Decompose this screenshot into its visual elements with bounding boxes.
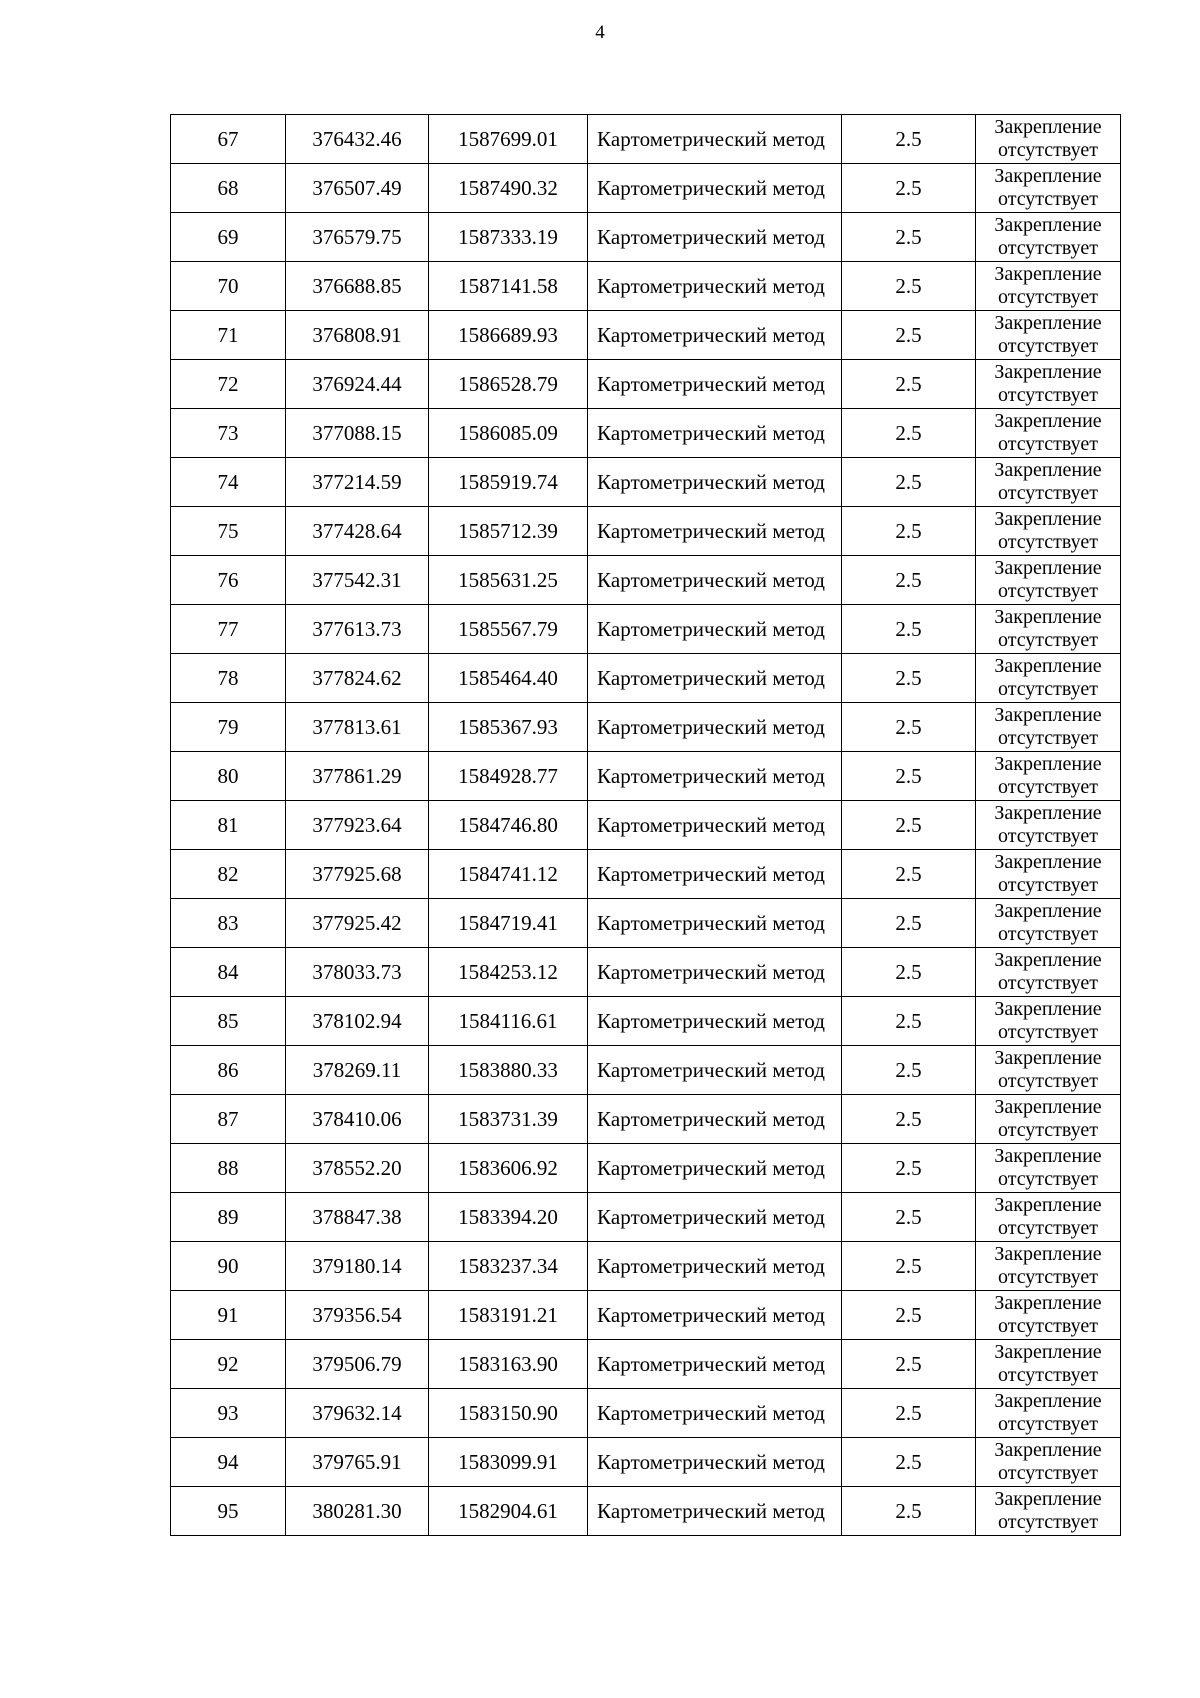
method-cell: Картометрический метод <box>588 1389 842 1438</box>
fixation-status-line-1: Закрепление <box>994 361 1102 383</box>
method-cell: Картометрический метод <box>588 262 842 311</box>
x-coordinate-cell: 376507.49 <box>286 164 429 213</box>
fixation-status-cell <box>976 1193 1121 1242</box>
x-coordinate-cell: 376432.46 <box>286 115 429 164</box>
table-row <box>171 1095 1121 1144</box>
accuracy-cell: 2.5 <box>842 458 976 507</box>
accuracy-cell: 2.5 <box>842 360 976 409</box>
fixation-status-line-1: Закрепление <box>994 704 1102 726</box>
fixation-status-line-2: отсутствует <box>997 433 1099 455</box>
method-cell: Картометрический метод <box>588 1438 842 1487</box>
table-row <box>171 213 1121 262</box>
point-number-cell: 71 <box>171 311 286 360</box>
point-number-cell: 92 <box>171 1340 286 1389</box>
x-coordinate-cell: 378552.20 <box>286 1144 429 1193</box>
fixation-status-cell <box>976 605 1121 654</box>
accuracy-cell: 2.5 <box>842 1242 976 1291</box>
method-cell: Картометрический метод <box>588 213 842 262</box>
fixation-status-line-1: Закрепление <box>994 753 1102 775</box>
method-cell: Картометрический метод <box>588 1291 842 1340</box>
point-number-cell: 80 <box>171 752 286 801</box>
x-coordinate-cell: 377824.62 <box>286 654 429 703</box>
y-coordinate-cell: 1587333.19 <box>429 213 588 262</box>
method-cell: Картометрический метод <box>588 1193 842 1242</box>
method-cell: Картометрический метод <box>588 752 842 801</box>
point-number-cell: 75 <box>171 507 286 556</box>
fixation-status-cell <box>976 654 1121 703</box>
y-coordinate-cell: 1583163.90 <box>429 1340 588 1389</box>
fixation-status-line-1: Закрепление <box>994 214 1102 236</box>
y-coordinate-cell: 1584719.41 <box>429 899 588 948</box>
y-coordinate-cell: 1584741.12 <box>429 850 588 899</box>
y-coordinate-cell: 1584928.77 <box>429 752 588 801</box>
coordinates-table <box>170 114 1121 1536</box>
fixation-status-cell <box>976 1389 1121 1438</box>
fixation-status-line-1: Закрепление <box>994 606 1102 628</box>
fixation-status-line-2: отсутствует <box>997 1168 1099 1190</box>
x-coordinate-cell: 376808.91 <box>286 311 429 360</box>
table-row <box>171 605 1121 654</box>
fixation-status-line-1: Закрепление <box>994 851 1102 873</box>
accuracy-cell: 2.5 <box>842 311 976 360</box>
fixation-status-line-2: отсутствует <box>997 286 1099 308</box>
fixation-status-line-1: Закрепление <box>994 1047 1102 1069</box>
table-row <box>171 1438 1121 1487</box>
table-row <box>171 1242 1121 1291</box>
method-cell: Картометрический метод <box>588 997 842 1046</box>
y-coordinate-cell: 1582904.61 <box>429 1487 588 1536</box>
table-row <box>171 703 1121 752</box>
accuracy-cell: 2.5 <box>842 1095 976 1144</box>
fixation-status-line-1: Закрепление <box>994 312 1102 334</box>
fixation-status-line-2: отсутствует <box>997 1462 1099 1484</box>
fixation-status-line-1: Закрепление <box>994 802 1102 824</box>
table-row <box>171 360 1121 409</box>
fixation-status-line-2: отсутствует <box>997 972 1099 994</box>
fixation-status-line-1: Закрепление <box>994 1341 1102 1363</box>
fixation-status-cell <box>976 115 1121 164</box>
fixation-status-cell <box>976 311 1121 360</box>
table-row <box>171 997 1121 1046</box>
point-number-cell: 73 <box>171 409 286 458</box>
fixation-status-line-2: отсутствует <box>997 1364 1099 1386</box>
accuracy-cell: 2.5 <box>842 213 976 262</box>
y-coordinate-cell: 1586528.79 <box>429 360 588 409</box>
fixation-status-cell <box>976 1487 1121 1536</box>
table-row <box>171 899 1121 948</box>
method-cell: Картометрический метод <box>588 409 842 458</box>
fixation-status-line-1: Закрепление <box>994 508 1102 530</box>
method-cell: Картометрический метод <box>588 801 842 850</box>
x-coordinate-cell: 376688.85 <box>286 262 429 311</box>
fixation-status-line-2: отсутствует <box>997 629 1099 651</box>
table-row <box>171 311 1121 360</box>
fixation-status-cell <box>976 948 1121 997</box>
x-coordinate-cell: 377861.29 <box>286 752 429 801</box>
table-row <box>171 654 1121 703</box>
method-cell: Картометрический метод <box>588 899 842 948</box>
y-coordinate-cell: 1586085.09 <box>429 409 588 458</box>
y-coordinate-cell: 1585631.25 <box>429 556 588 605</box>
fixation-status-line-2: отсутствует <box>997 1266 1099 1288</box>
point-number-cell: 94 <box>171 1438 286 1487</box>
point-number-cell: 89 <box>171 1193 286 1242</box>
fixation-status-line-2: отсутствует <box>997 1119 1099 1141</box>
point-number-cell: 95 <box>171 1487 286 1536</box>
fixation-status-line-2: отсутствует <box>997 384 1099 406</box>
table-row <box>171 1193 1121 1242</box>
x-coordinate-cell: 377923.64 <box>286 801 429 850</box>
accuracy-cell: 2.5 <box>842 752 976 801</box>
point-number-cell: 83 <box>171 899 286 948</box>
x-coordinate-cell: 380281.30 <box>286 1487 429 1536</box>
fixation-status-line-2: отсутствует <box>997 727 1099 749</box>
fixation-status-cell <box>976 850 1121 899</box>
method-cell: Картометрический метод <box>588 703 842 752</box>
point-number-cell: 76 <box>171 556 286 605</box>
x-coordinate-cell: 378102.94 <box>286 997 429 1046</box>
fixation-status-cell <box>976 703 1121 752</box>
method-cell: Картометрический метод <box>588 654 842 703</box>
method-cell: Картометрический метод <box>588 507 842 556</box>
method-cell: Картометрический метод <box>588 948 842 997</box>
fixation-status-line-1: Закрепление <box>994 1243 1102 1265</box>
fixation-status-line-2: отсутствует <box>997 923 1099 945</box>
point-number-cell: 68 <box>171 164 286 213</box>
point-number-cell: 79 <box>171 703 286 752</box>
y-coordinate-cell: 1583150.90 <box>429 1389 588 1438</box>
fixation-status-line-2: отсутствует <box>997 1511 1099 1533</box>
fixation-status-cell <box>976 556 1121 605</box>
x-coordinate-cell: 377613.73 <box>286 605 429 654</box>
x-coordinate-cell: 376579.75 <box>286 213 429 262</box>
accuracy-cell: 2.5 <box>842 654 976 703</box>
fixation-status-cell <box>976 1438 1121 1487</box>
fixation-status-line-2: отсутствует <box>997 188 1099 210</box>
table-row <box>171 507 1121 556</box>
x-coordinate-cell: 378410.06 <box>286 1095 429 1144</box>
table-row <box>171 1389 1121 1438</box>
fixation-status-line-1: Закрепление <box>994 116 1102 138</box>
accuracy-cell: 2.5 <box>842 1487 976 1536</box>
fixation-status-line-2: отсутствует <box>997 580 1099 602</box>
fixation-status-line-2: отсутствует <box>997 482 1099 504</box>
x-coordinate-cell: 379632.14 <box>286 1389 429 1438</box>
accuracy-cell: 2.5 <box>842 507 976 556</box>
accuracy-cell: 2.5 <box>842 948 976 997</box>
fixation-status-line-2: отсутствует <box>997 237 1099 259</box>
fixation-status-cell <box>976 1144 1121 1193</box>
table-row <box>171 1340 1121 1389</box>
accuracy-cell: 2.5 <box>842 1144 976 1193</box>
fixation-status-line-2: отсутствует <box>997 874 1099 896</box>
table-row <box>171 458 1121 507</box>
point-number-cell: 88 <box>171 1144 286 1193</box>
y-coordinate-cell: 1587699.01 <box>429 115 588 164</box>
fixation-status-cell <box>976 409 1121 458</box>
y-coordinate-cell: 1586689.93 <box>429 311 588 360</box>
y-coordinate-cell: 1583394.20 <box>429 1193 588 1242</box>
point-number-cell: 78 <box>171 654 286 703</box>
fixation-status-cell <box>976 752 1121 801</box>
fixation-status-line-2: отсутствует <box>997 1070 1099 1092</box>
x-coordinate-cell: 378033.73 <box>286 948 429 997</box>
point-number-cell: 85 <box>171 997 286 1046</box>
point-number-cell: 69 <box>171 213 286 262</box>
fixation-status-line-1: Закрепление <box>994 1292 1102 1314</box>
accuracy-cell: 2.5 <box>842 1193 976 1242</box>
page-number: 4 <box>595 22 605 43</box>
table-row <box>171 409 1121 458</box>
fixation-status-line-1: Закрепление <box>994 165 1102 187</box>
y-coordinate-cell: 1583099.91 <box>429 1438 588 1487</box>
x-coordinate-cell: 376924.44 <box>286 360 429 409</box>
y-coordinate-cell: 1583880.33 <box>429 1046 588 1095</box>
method-cell: Картометрический метод <box>588 360 842 409</box>
y-coordinate-cell: 1585367.93 <box>429 703 588 752</box>
table-row <box>171 850 1121 899</box>
y-coordinate-cell: 1583731.39 <box>429 1095 588 1144</box>
fixation-status-line-2: отсутствует <box>997 139 1099 161</box>
fixation-status-line-2: отсутствует <box>997 1021 1099 1043</box>
table-row <box>171 262 1121 311</box>
method-cell: Картометрический метод <box>588 1144 842 1193</box>
fixation-status-line-2: отсутствует <box>997 335 1099 357</box>
point-number-cell: 77 <box>171 605 286 654</box>
accuracy-cell: 2.5 <box>842 556 976 605</box>
fixation-status-line-2: отсутствует <box>997 1413 1099 1435</box>
y-coordinate-cell: 1584253.12 <box>429 948 588 997</box>
x-coordinate-cell: 377088.15 <box>286 409 429 458</box>
fixation-status-cell <box>976 1291 1121 1340</box>
y-coordinate-cell: 1583606.92 <box>429 1144 588 1193</box>
point-number-cell: 72 <box>171 360 286 409</box>
x-coordinate-cell: 379765.91 <box>286 1438 429 1487</box>
method-cell: Картометрический метод <box>588 164 842 213</box>
point-number-cell: 84 <box>171 948 286 997</box>
fixation-status-cell <box>976 213 1121 262</box>
accuracy-cell: 2.5 <box>842 115 976 164</box>
fixation-status-line-1: Закрепление <box>994 263 1102 285</box>
fixation-status-line-1: Закрепление <box>994 1488 1102 1510</box>
fixation-status-line-2: отсутствует <box>997 825 1099 847</box>
point-number-cell: 91 <box>171 1291 286 1340</box>
fixation-status-line-1: Закрепление <box>994 410 1102 432</box>
point-number-cell: 82 <box>171 850 286 899</box>
fixation-status-cell <box>976 1242 1121 1291</box>
point-number-cell: 90 <box>171 1242 286 1291</box>
fixation-status-line-2: отсутствует <box>997 678 1099 700</box>
method-cell: Картометрический метод <box>588 1095 842 1144</box>
method-cell: Картометрический метод <box>588 458 842 507</box>
accuracy-cell: 2.5 <box>842 703 976 752</box>
x-coordinate-cell: 379356.54 <box>286 1291 429 1340</box>
fixation-status-line-1: Закрепление <box>994 949 1102 971</box>
x-coordinate-cell: 379506.79 <box>286 1340 429 1389</box>
accuracy-cell: 2.5 <box>842 850 976 899</box>
fixation-status-line-1: Закрепление <box>994 1096 1102 1118</box>
point-number-cell: 67 <box>171 115 286 164</box>
x-coordinate-cell: 377428.64 <box>286 507 429 556</box>
x-coordinate-cell: 379180.14 <box>286 1242 429 1291</box>
accuracy-cell: 2.5 <box>842 1291 976 1340</box>
fixation-status-line-1: Закрепление <box>994 998 1102 1020</box>
table-row <box>171 1046 1121 1095</box>
fixation-status-line-2: отсутствует <box>997 776 1099 798</box>
point-number-cell: 87 <box>171 1095 286 1144</box>
table-row <box>171 556 1121 605</box>
y-coordinate-cell: 1587141.58 <box>429 262 588 311</box>
method-cell: Картометрический метод <box>588 1046 842 1095</box>
x-coordinate-cell: 377925.42 <box>286 899 429 948</box>
method-cell: Картометрический метод <box>588 311 842 360</box>
x-coordinate-cell: 378847.38 <box>286 1193 429 1242</box>
table-row <box>171 1144 1121 1193</box>
accuracy-cell: 2.5 <box>842 899 976 948</box>
coordinates-table-body <box>171 115 1121 1536</box>
fixation-status-cell <box>976 997 1121 1046</box>
y-coordinate-cell: 1587490.32 <box>429 164 588 213</box>
fixation-status-cell <box>976 164 1121 213</box>
fixation-status-line-2: отсутствует <box>997 1217 1099 1239</box>
accuracy-cell: 2.5 <box>842 997 976 1046</box>
fixation-status-line-1: Закрепление <box>994 459 1102 481</box>
fixation-status-line-1: Закрепление <box>994 655 1102 677</box>
fixation-status-line-1: Закрепление <box>994 900 1102 922</box>
accuracy-cell: 2.5 <box>842 1340 976 1389</box>
accuracy-cell: 2.5 <box>842 605 976 654</box>
fixation-status-cell <box>976 1046 1121 1095</box>
accuracy-cell: 2.5 <box>842 1046 976 1095</box>
accuracy-cell: 2.5 <box>842 164 976 213</box>
table-row <box>171 115 1121 164</box>
x-coordinate-cell: 377813.61 <box>286 703 429 752</box>
table-row <box>171 801 1121 850</box>
method-cell: Картометрический метод <box>588 1487 842 1536</box>
accuracy-cell: 2.5 <box>842 1438 976 1487</box>
method-cell: Картометрический метод <box>588 605 842 654</box>
method-cell: Картометрический метод <box>588 850 842 899</box>
point-number-cell: 81 <box>171 801 286 850</box>
x-coordinate-cell: 377542.31 <box>286 556 429 605</box>
fixation-status-cell <box>976 1340 1121 1389</box>
point-number-cell: 86 <box>171 1046 286 1095</box>
fixation-status-line-1: Закрепление <box>994 1439 1102 1461</box>
x-coordinate-cell: 377925.68 <box>286 850 429 899</box>
fixation-status-cell <box>976 458 1121 507</box>
accuracy-cell: 2.5 <box>842 801 976 850</box>
y-coordinate-cell: 1583237.34 <box>429 1242 588 1291</box>
method-cell: Картометрический метод <box>588 556 842 605</box>
accuracy-cell: 2.5 <box>842 409 976 458</box>
table-row <box>171 1487 1121 1536</box>
y-coordinate-cell: 1584746.80 <box>429 801 588 850</box>
fixation-status-cell <box>976 801 1121 850</box>
table-row <box>171 1291 1121 1340</box>
y-coordinate-cell: 1584116.61 <box>429 997 588 1046</box>
fixation-status-cell <box>976 360 1121 409</box>
method-cell: Картометрический метод <box>588 1340 842 1389</box>
fixation-status-line-1: Закрепление <box>994 557 1102 579</box>
fixation-status-line-2: отсутствует <box>997 531 1099 553</box>
point-number-cell: 93 <box>171 1389 286 1438</box>
fixation-status-cell <box>976 262 1121 311</box>
y-coordinate-cell: 1583191.21 <box>429 1291 588 1340</box>
fixation-status-line-2: отсутствует <box>997 1315 1099 1337</box>
y-coordinate-cell: 1585567.79 <box>429 605 588 654</box>
fixation-status-cell <box>976 1095 1121 1144</box>
fixation-status-cell <box>976 899 1121 948</box>
fixation-status-line-1: Закрепление <box>994 1390 1102 1412</box>
accuracy-cell: 2.5 <box>842 262 976 311</box>
table-row <box>171 164 1121 213</box>
point-number-cell: 74 <box>171 458 286 507</box>
x-coordinate-cell: 377214.59 <box>286 458 429 507</box>
y-coordinate-cell: 1585919.74 <box>429 458 588 507</box>
fixation-status-cell <box>976 507 1121 556</box>
accuracy-cell: 2.5 <box>842 1389 976 1438</box>
table-row <box>171 948 1121 997</box>
y-coordinate-cell: 1585712.39 <box>429 507 588 556</box>
x-coordinate-cell: 378269.11 <box>286 1046 429 1095</box>
fixation-status-line-1: Закрепление <box>994 1194 1102 1216</box>
y-coordinate-cell: 1585464.40 <box>429 654 588 703</box>
point-number-cell: 70 <box>171 262 286 311</box>
fixation-status-line-1: Закрепление <box>994 1145 1102 1167</box>
method-cell: Картометрический метод <box>588 1242 842 1291</box>
method-cell: Картометрический метод <box>588 115 842 164</box>
table-row <box>171 752 1121 801</box>
